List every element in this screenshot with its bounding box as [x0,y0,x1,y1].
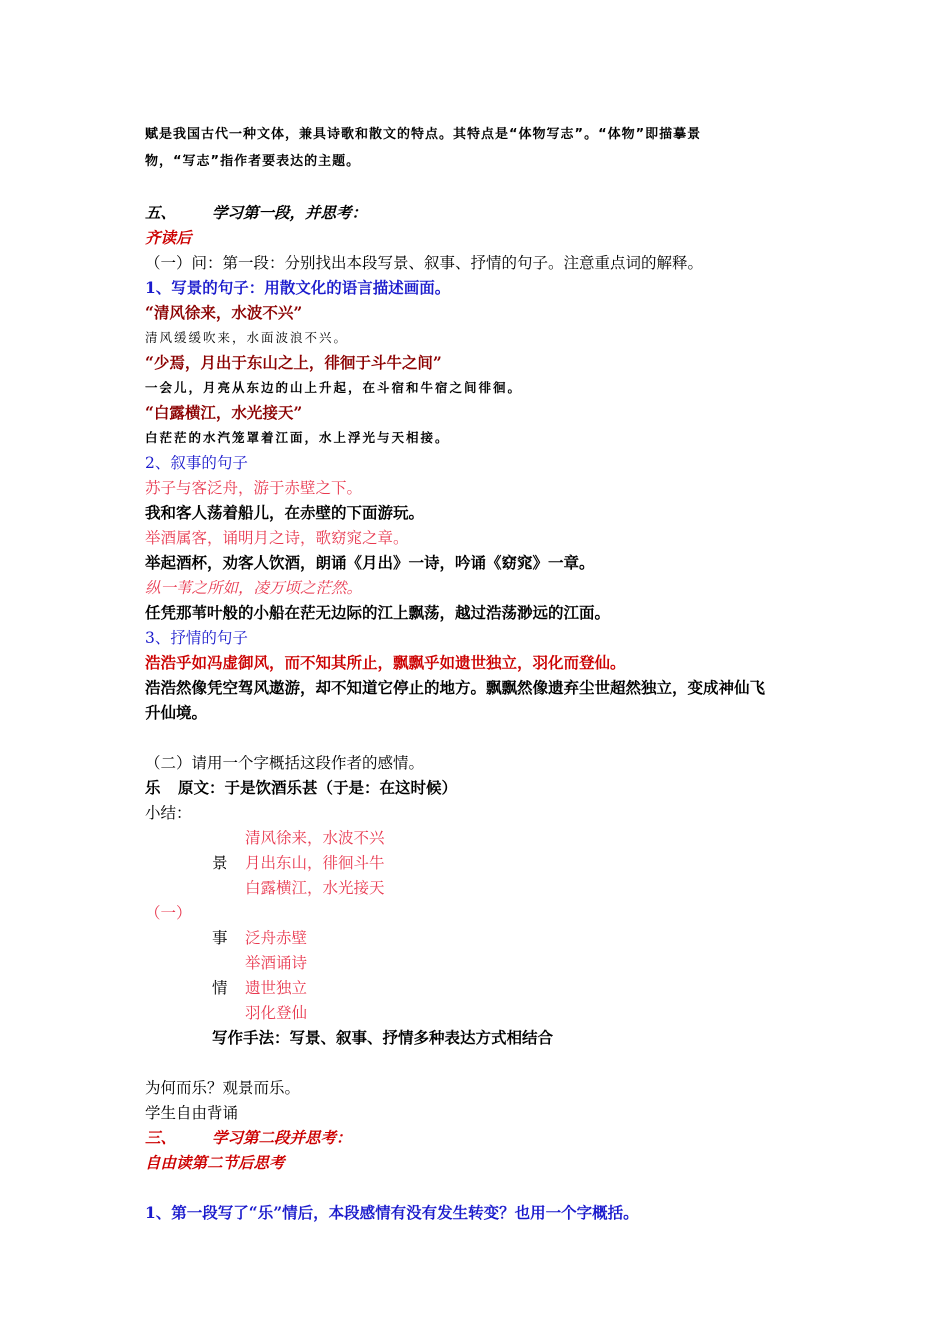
recite-instruction: 学生自由背诵 [145,1104,239,1122]
answer-character: 乐 [145,778,161,797]
summary-event-label: 事 [212,929,228,947]
scene-translation-3: 白茫茫的水汽笼罩着江面，水上浮光与天相接。 [145,430,450,445]
narrative-heading: 2、叙事的句子 [145,454,248,472]
section-five-title: 学习第一段，并思考： [212,203,368,222]
summary-event-2: 举酒诵诗 [245,954,308,972]
lyric-translation-line-1: 浩浩然像凭空驾风遨游，却不知道它停止的地方。飘飘然像遗弃尘世超然独立，变成神仙飞 [145,678,766,697]
intro-line-2: 物，“写志”指作者要表达的主题。 [145,154,361,169]
summary-scene-label: 景 [212,854,228,872]
narrative-sentence-1: 苏子与客泛舟，游于赤壁之下。 [145,479,363,497]
scene-sentence-3: “白露横江，水光接天” [145,403,303,422]
summary-emotion-2: 羽化登仙 [245,1004,308,1022]
summary-label: 小结： [145,804,192,822]
section-five-number: 五、 [145,203,177,222]
question-two: （二）请用一个字概括这段作者的感情。 [145,754,425,772]
narrative-translation-3: 任凭那苇叶般的小船在茫无边际的江上飘荡，越过浩荡渺远的江面。 [145,603,611,622]
narrative-sentence-2: 举酒属客，诵明月之诗，歌窈窕之章。 [145,529,409,547]
scene-sentence-1: “清风徐来，水波不兴” [145,303,303,322]
section-three-title: 学习第二段并思考： [212,1128,352,1147]
scene-translation-2: 一会儿，月亮从东边的山上升起，在斗宿和牛宿之间徘徊。 [145,380,523,395]
narrative-translation-2: 举起酒杯，劝客人饮酒，朗诵《月出》一诗，吟诵《窈窕》一章。 [145,553,595,572]
reading-instruction-2: 自由读第二节后思考 [145,1153,285,1172]
lyric-translation-line-2: 升仙境。 [145,703,208,722]
scene-heading: 1、写景的句子：用散文化的语言描述画面。 [145,278,451,297]
summary-emotion-label: 情 [212,979,228,997]
lyric-sentence-1: 浩浩乎如冯虚御风，而不知其所止，飘飘乎如遗世独立，羽化而登仙。 [145,653,626,672]
summary-scene-1: 清风徐来，水波不兴 [245,829,385,847]
answer-text: 原文：于是饮酒乐甚（于是：在这时候） [178,778,458,797]
summary-event-1: 泛舟赤壁 [245,929,308,947]
narrative-translation-1: 我和客人荡着船儿，在赤壁的下面游玩。 [145,503,425,522]
summary-part-label: （一） [145,904,192,922]
lyric-heading: 3、抒情的句子 [145,629,248,647]
scene-translation-1: 清风缓缓吹来，水面波浪不兴。 [145,330,349,345]
summary-scene-2: 月出东山，徘徊斗牛 [245,854,385,872]
summary-emotion-1: 遗世独立 [245,979,308,997]
question-one: （一）问：第一段：分别找出本段写景、叙事、抒情的句子。注意重点词的解释。 [145,254,704,272]
why-happy: 为何而乐？观景而乐。 [145,1079,301,1097]
narrative-sentence-3: 纵一苇之所如，凌万顷之茫然。 [145,579,363,597]
reading-instruction-1: 齐读后 [145,228,192,247]
question-three: 1、第一段写了“乐”情后，本段感情有没有发生转变？也用一个字概括。 [145,1203,639,1222]
section-three-number: 三、 [145,1128,177,1147]
summary-writing-method: 写作手法：写景、叙事、抒情多种表达方式相结合 [212,1028,554,1047]
intro-line-1: 赋是我国古代一种文体，兼具诗歌和散文的特点。其特点是“体物写志”。“体物”即描摹景 [145,127,702,142]
summary-scene-3: 白露横江，水光接天 [245,879,385,897]
scene-sentence-2: “少焉，月出于东山之上，徘徊于斗牛之间” [145,353,442,372]
